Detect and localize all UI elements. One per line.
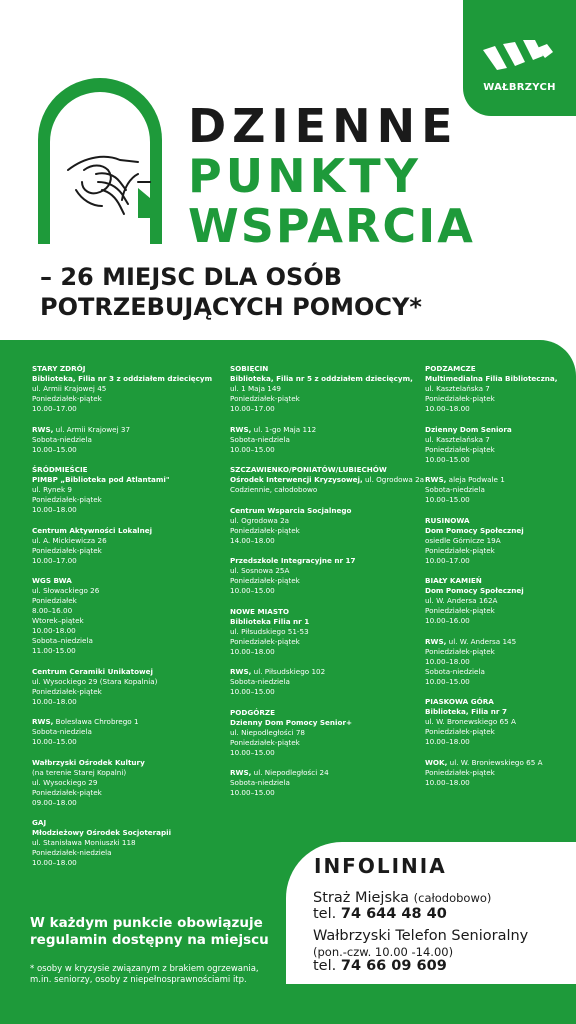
- location-hours-line: Poniedziałek-piątek: [425, 646, 495, 656]
- location-name: RWS,: [230, 768, 252, 777]
- walbrzych-logo-icon: [481, 40, 557, 80]
- location-days: Sobota-niedziela: [425, 485, 485, 494]
- location-hours: 09.00–18.00: [32, 797, 77, 807]
- location-entry: [230, 425, 424, 455]
- location-address: osiedle Górnicze 19A: [425, 535, 501, 545]
- subtitle-line-2: POTRZEBUJĄCYCH POMOCY*: [40, 293, 422, 321]
- location-region: PODZAMCZE: [425, 364, 476, 373]
- notice-line-1: W każdym punkcie obowiązuje: [30, 915, 263, 931]
- location-hours: 10.00–15.00: [425, 454, 470, 464]
- location-region: BIAŁY KAMIEŃ: [425, 576, 482, 585]
- location-name: Biblioteka Filia nr 1: [230, 616, 310, 626]
- location-hours: 10.00–18.00: [425, 737, 470, 746]
- subtitle: [40, 262, 422, 322]
- location-days: Poniedziałek-piątek: [230, 394, 300, 403]
- location-days: Sobota-niedziela: [32, 434, 92, 444]
- location-days: Codziennie, całodobowo: [230, 485, 318, 494]
- location-name-line: [425, 637, 557, 647]
- location-days: Sobota-niedziela: [32, 727, 92, 736]
- location-address: (na terenie Starej Kopalni): [32, 767, 127, 777]
- location-hours: 10.00–17.00: [32, 404, 77, 413]
- location-entry: [32, 717, 212, 747]
- location-name-line: [230, 475, 424, 485]
- location-days: Poniedziałek-piątek: [32, 686, 102, 696]
- location-name-line: [230, 667, 424, 677]
- location-hours: 10.00–18.00: [32, 505, 77, 514]
- title-line-2: PUNKTY: [188, 149, 422, 203]
- location-region: SZCZAWIENKO/PONIATÓW/LUBIECHÓW: [230, 465, 387, 474]
- location-entry: [32, 576, 212, 656]
- location-region: GAJ: [32, 818, 47, 827]
- location-entry: [425, 364, 557, 414]
- logo-city-name: WAŁBRZYCH: [483, 82, 556, 93]
- location-entry: [230, 465, 424, 495]
- location-days: Poniedziałek-piątek: [230, 636, 300, 646]
- location-hours: 10.00–15.00: [32, 444, 77, 454]
- location-address: ul. Armii Krajowej 37: [55, 424, 131, 434]
- location-days: Poniedziałek-piątek: [425, 767, 495, 777]
- location-name: Młodzieżowy Ośrodek Socjoterapii: [32, 828, 172, 837]
- location-hours: 10.00–18.00: [230, 646, 275, 656]
- location-name: Dom Pomocy Społecznej: [425, 525, 524, 535]
- location-entry: [425, 475, 557, 505]
- location-days: Poniedziałek-piątek: [230, 737, 300, 747]
- location-address: ul. Niepodległości 78: [230, 727, 305, 737]
- title-line-1: DZIENNE: [188, 99, 459, 153]
- location-name: Centrum Wsparcia Socjalnego: [230, 505, 352, 515]
- location-name: Biblioteka, Filia nr 3 z oddziałem dziecięcym: [32, 374, 213, 383]
- location-name: RWS,: [230, 667, 252, 676]
- location-name: Dzienny Dom Seniora: [425, 424, 512, 434]
- location-hours: 10.00–17.00: [32, 555, 77, 565]
- location-name: Dom Pomocy Społecznej: [425, 586, 524, 595]
- location-entry: [230, 768, 424, 798]
- location-address: ul. Stanisława Moniuszki 118: [32, 838, 136, 847]
- location-hours-line: Wtorek–piątek: [32, 616, 84, 625]
- location-hours: 10.00–15.00: [230, 586, 275, 595]
- location-hours: 10.00–15.00: [425, 495, 470, 504]
- senior-note: (pon.-czw. 10.00 -14.00): [313, 945, 454, 959]
- location-hours: 10.00–18.00: [32, 696, 77, 706]
- infoline-box: [286, 842, 576, 984]
- location-name: Multimedialna Filia Biblioteczna,: [425, 374, 558, 383]
- location-name: RWS,: [425, 475, 447, 484]
- location-name: Centrum Ceramiki Unikatowej: [32, 666, 153, 676]
- location-hours-line: Sobota-niedziela: [425, 666, 485, 676]
- location-days: Poniedziałek-piątek: [425, 444, 495, 454]
- location-address: ul. Ogrodowa 2a: [230, 515, 290, 525]
- location-days: Poniedziałek-niedziela: [32, 848, 112, 857]
- location-address: ul. Rynek 9: [32, 485, 72, 494]
- location-hours: 14.00–18.00: [230, 535, 275, 545]
- location-entry: [230, 364, 424, 414]
- straz-phone[interactable]: [313, 906, 447, 923]
- location-address: Bolesława Chrobrego 1: [55, 717, 139, 726]
- location-entry: [425, 576, 557, 626]
- location-entry: [425, 758, 557, 788]
- location-region: STARY ZDRÓJ: [32, 364, 86, 373]
- location-region: RUSINOWA: [425, 515, 470, 525]
- location-entry: [32, 364, 212, 414]
- location-name-line: [425, 475, 557, 485]
- location-entry: [32, 425, 212, 455]
- location-days: Poniedziałek-piątek: [32, 495, 102, 504]
- location-name: Centrum Aktywności Lokalnej: [32, 525, 153, 535]
- location-days: Poniedziałek-piątek: [32, 394, 102, 403]
- location-address: ul. Kasztelańska 7: [425, 384, 490, 393]
- location-address: ul. 1 Maja 149: [230, 384, 281, 393]
- location-hours: 10.00–15.00: [230, 444, 275, 454]
- senior-label: Wałbrzyski Telefon Senioralny: [313, 928, 529, 944]
- location-hours-line: 8.00–16.00: [32, 606, 73, 615]
- location-entry: [425, 516, 557, 566]
- location-days: Sobota-niedziela: [230, 778, 290, 787]
- location-address: ul. 1-go Maja 112: [253, 424, 317, 434]
- location-address: ul. W. Andersa 145: [448, 636, 517, 646]
- location-name: RWS,: [32, 424, 54, 434]
- location-entry: [32, 758, 212, 808]
- location-address: aleja Podwale 1: [448, 475, 505, 484]
- location-hours: 10.00–16.00: [425, 616, 470, 625]
- location-name: Ośrodek Interwencji Kryzysowej,: [230, 475, 363, 484]
- location-days: Poniedziałek-piątek: [425, 545, 495, 555]
- subtitle-line-1: – 26 MIEJSC DLA OSÓB: [40, 263, 343, 291]
- location-name: Przedszkole Integracyjne nr 17: [230, 556, 356, 565]
- location-days: Poniedziałek-piątek: [32, 545, 102, 555]
- location-name-line: [230, 425, 424, 435]
- location-name: WOK,: [425, 757, 448, 767]
- location-days: Poniedziałek-piątek: [230, 576, 300, 585]
- location-address: ul. Niepodległości 24: [253, 768, 329, 777]
- location-days: Poniedziałek-piątek: [425, 606, 495, 615]
- location-region: PIASKOWA GÓRA: [425, 697, 494, 706]
- locations-column-2: [230, 364, 424, 809]
- location-hours: 10.00–17.00: [230, 404, 275, 413]
- location-hours-line: 10.00–15.00: [425, 676, 470, 686]
- senior-tel-number[interactable]: 74 66 09 609: [340, 958, 447, 974]
- location-hours: 10.00–15.00: [230, 788, 275, 797]
- location-hours-line: Poniedziałek: [32, 596, 77, 605]
- location-name-line: [425, 758, 557, 768]
- location-address: ul. Piłsudskiego 102: [253, 667, 326, 676]
- straz-tel-number[interactable]: 74 644 48 40: [340, 906, 447, 922]
- footnote-line-1: * osoby w kryzysie związanym z brakiem ogrzewania,: [30, 964, 259, 974]
- location-name: RWS,: [425, 636, 447, 646]
- location-hours: 10.00–18.00: [425, 404, 470, 413]
- location-hours: 10.00–18.00: [425, 777, 470, 787]
- location-days: Poniedziałek-piątek: [425, 727, 495, 736]
- location-entry: [32, 818, 212, 868]
- locations-column-3: [425, 364, 557, 798]
- location-hours: 10.00–17.00: [425, 555, 470, 565]
- location-entry: [425, 697, 557, 747]
- location-days: Sobota-niedziela: [230, 434, 290, 444]
- straz-tel-prefix: tel.: [313, 906, 337, 922]
- location-days: Poniedziałek-piątek: [32, 787, 102, 797]
- locations-column-1: [32, 364, 212, 879]
- straz-name: Straż Miejska: [313, 890, 410, 906]
- location-entry: [32, 465, 212, 515]
- location-name: Wałbrzyski Ośrodek Kultury: [32, 757, 145, 767]
- location-address: ul. W. Bronewskiego 65 A: [425, 717, 516, 726]
- location-name: Biblioteka, Filia nr 5 z oddziałem dziecięcym,: [230, 374, 413, 383]
- footnote-line-2: m.in. seniorzy, osoby z niepełnosprawnościami itp.: [30, 975, 247, 985]
- location-entry: [425, 637, 557, 687]
- location-region: ŚRÓDMIEŚCIE: [32, 465, 88, 474]
- location-hours: 10.00–15.00: [230, 747, 275, 757]
- location-name-line: [32, 425, 212, 435]
- location-name: Biblioteka, Filia nr 7: [425, 707, 507, 716]
- location-address: ul. W. Andersa 162A: [425, 596, 498, 605]
- location-entry: [230, 556, 424, 596]
- location-days: Poniedziałek-piątek: [425, 394, 495, 403]
- location-days: Poniedziałek-piątek: [230, 525, 300, 535]
- location-address: ul. Wysockiego 29: [32, 777, 98, 787]
- location-address: ul. Słowackiego 26: [32, 586, 100, 595]
- location-entry: [425, 425, 557, 465]
- rules-notice: [30, 915, 269, 949]
- title-line-3: WSPARCIA: [188, 199, 475, 253]
- location-hours: 10.00–15.00: [32, 737, 77, 746]
- location-address: ul. Ogrodowa 2a: [365, 475, 425, 484]
- location-entry: [230, 667, 424, 697]
- location-name: Dzienny Dom Pomocy Senior+: [230, 717, 353, 727]
- city-logo: [463, 0, 576, 116]
- straz-note: (całodobowo): [413, 891, 492, 905]
- location-name-line: [230, 768, 424, 778]
- location-hours-line: 11.00-15.00: [32, 646, 76, 655]
- location-hours-line: 10.00–18.00: [425, 656, 470, 666]
- location-region: PODGÓRZE: [230, 707, 276, 717]
- location-address: ul. Armii Krajowej 45: [32, 384, 107, 393]
- notice-line-2: regulamin dostępny na miejscu: [30, 932, 269, 948]
- infoline-title: INFOLINIA: [314, 854, 447, 878]
- location-region: NOWE MIASTO: [230, 606, 290, 616]
- location-address: ul. Wysockiego 29 (Stara Kopalnia): [32, 676, 158, 686]
- location-hours-line: Sobota–niedziela: [32, 636, 93, 645]
- location-entry: [230, 506, 424, 546]
- senior-phone[interactable]: [313, 958, 447, 975]
- location-name: PIMBP „Biblioteka pod Atlantami": [32, 475, 170, 484]
- location-hours-line: 10.00-18.00: [32, 626, 76, 635]
- location-days: Sobota-niedziela: [230, 677, 290, 686]
- location-address: ul. Kasztelańska 7: [425, 434, 490, 444]
- location-address: ul. Piłsudskiego 51-53: [230, 626, 309, 636]
- location-address: ul. Sosnowa 25A: [230, 566, 290, 575]
- location-entry: [32, 667, 212, 707]
- location-region: SOBIĘCIN: [230, 364, 269, 373]
- senior-tel-prefix: tel.: [313, 958, 337, 974]
- footnote: [30, 964, 259, 986]
- location-entry: [230, 708, 424, 758]
- straz-label: [313, 890, 491, 907]
- location-entry: [230, 607, 424, 657]
- location-name: RWS,: [230, 424, 252, 434]
- location-name-line: [32, 717, 212, 727]
- location-hours: 10.00–15.00: [230, 687, 275, 696]
- location-entry: [32, 526, 212, 566]
- location-hours: 10.00–18.00: [32, 858, 77, 867]
- location-address: ul. W. Broniewskiego 65 A: [449, 757, 543, 767]
- location-address: ul. A. Mickiewicza 26: [32, 535, 107, 545]
- location-name: WGS BWA: [32, 576, 72, 585]
- hands-arch-illustration: [38, 78, 162, 244]
- location-name: RWS,: [32, 717, 54, 726]
